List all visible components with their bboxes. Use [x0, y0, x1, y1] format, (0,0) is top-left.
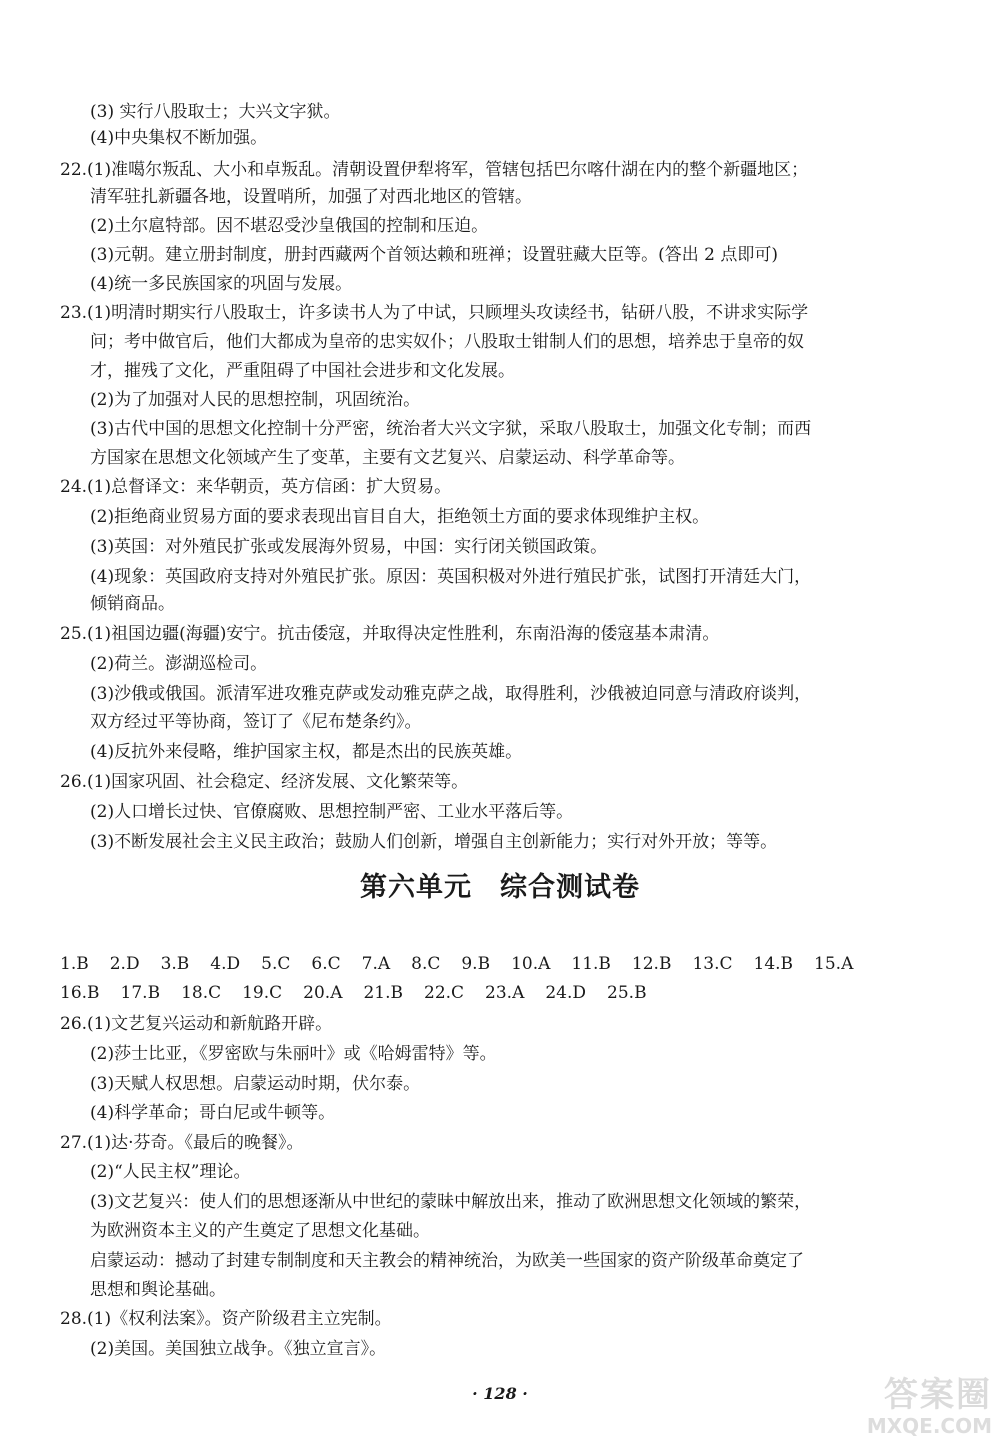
answer-line: (4)现象：英国政府支持对外殖民扩张。原因：英国积极对外进行殖民扩张，试图打开清廷大门，	[90, 567, 812, 587]
mc-answer: 8.C	[411, 954, 441, 974]
answer-line: 为欧洲资本主义的产生奠定了思想文化基础。	[90, 1221, 430, 1241]
answer-line: 问；考中做官后，他们大都成为皇帝的忠实奴仆；八股取士钳制人们的思想，培养忠于皇帝的奴	[90, 332, 804, 352]
answer-line: (3)沙俄或俄国。派清军进攻雅克萨或发动雅克萨之战，取得胜利，沙俄被迫同意与清政府谈判，	[90, 684, 812, 704]
answer-line: 25.(1)祖国边疆(海疆)安宁。抗击倭寇，并取得决定性胜利，东南沿海的倭寇基本肃清。	[60, 624, 720, 644]
answer-line: 23.(1)明清时期实行八股取士，许多读书人为了中试，只顾埋头攻读经书，钻研八股，不讲求实际学	[60, 303, 809, 323]
mc-answer: 5.C	[261, 954, 291, 974]
answer-line: (3)不断发展社会主义民主政治；鼓励人们创新，增强自主创新能力；实行对外开放；等等。	[90, 832, 778, 852]
mc-answer: 19.C	[242, 983, 283, 1003]
mc-answer: 2.D	[109, 954, 140, 974]
mc-answer: 25.B	[607, 983, 647, 1003]
answer-line: (4)反抗外来侵略，维护国家主权，都是杰出的民族英雄。	[90, 742, 523, 762]
answer-line: 28.(1)《权利法案》。资产阶级君主立宪制。	[60, 1309, 392, 1329]
answer-line: (2)为了加强对人民的思想控制，巩固统治。	[90, 390, 421, 410]
section-title: 第六单元 综合测试卷	[360, 872, 640, 903]
answer-line: (2)土尔扈特部。因不堪忍受沙皇俄国的控制和压迫。	[90, 216, 489, 236]
mc-answer: 17.B	[120, 983, 161, 1003]
answer-line: 才，摧残了文化，严重阻碍了中国社会进步和文化发展。	[90, 361, 515, 381]
answer-line: (2)人口增长过快、官僚腐败、思想控制严密、工业水平落后等。	[90, 802, 574, 822]
answer-line: 27.(1)达·芬奇。《最后的晚餐》。	[60, 1133, 304, 1153]
answer-line: (3)文艺复兴：使人们的思想逐渐从中世纪的蒙昧中解放出来，推动了欧洲思想文化领域的繁荣，	[90, 1192, 812, 1212]
mc-answer: 15.A	[814, 954, 854, 974]
answer-line: (2)拒绝商业贸易方面的要求表现出盲目自大，拒绝领土方面的要求体现维护主权。	[90, 507, 710, 527]
mc-answer: 4.D	[210, 954, 241, 974]
mc-answer: 23.A	[485, 983, 525, 1003]
answer-line: (2)美国。美国独立战争。《独立宣言》。	[90, 1339, 387, 1359]
mc-answer: 21.B	[363, 983, 403, 1003]
mc-answers-row-2	[60, 981, 668, 1005]
answer-line: (3)英国：对外殖民扩张或发展海外贸易，中国：实行闭关锁国政策。	[90, 537, 608, 557]
answer-line: 24.(1)总督译文：来华朝贡，英方信函：扩大贸易。	[60, 477, 452, 497]
mc-answer: 3.B	[160, 954, 190, 974]
mc-answer: 14.B	[753, 954, 794, 974]
mc-answer: 16.B	[60, 983, 100, 1003]
mc-answer: 11.B	[571, 954, 611, 974]
mc-answer: 13.C	[692, 954, 733, 974]
watermark-url: MXQE.COM	[866, 1414, 992, 1438]
watermark-title: 答案圈	[884, 1375, 992, 1415]
mc-answer: 1.B	[60, 954, 89, 974]
mc-answer: 24.D	[545, 983, 587, 1003]
mc-answer: 18.C	[181, 983, 222, 1003]
answer-line: 22.(1)准噶尔叛乱、大小和卓叛乱。清朝设置伊犁将军，管辖包括巴尔喀什湖在内的整个新疆地区；	[60, 160, 809, 180]
answer-line: 26.(1)国家巩固、社会稳定、经济发展、文化繁荣等。	[60, 772, 469, 792]
answer-line: 方国家在思想文化领域产生了变革，主要有文艺复兴、启蒙运动、科学革命等。	[90, 448, 685, 468]
mc-answer: 20.A	[303, 983, 343, 1003]
mc-answer: 10.A	[511, 954, 551, 974]
answer-line: (2)莎士比亚，《罗密欧与朱丽叶》或《哈姆雷特》等。	[90, 1044, 497, 1064]
answer-line: 26.(1)文艺复兴运动和新航路开辟。	[60, 1014, 333, 1034]
answer-line: (2)荷兰。澎湖巡检司。	[90, 654, 268, 674]
answer-line: 双方经过平等协商，签订了《尼布楚条约》。	[90, 712, 422, 732]
page-number: · 128 ·	[472, 1384, 528, 1403]
mc-answer: 22.C	[424, 983, 465, 1003]
answer-line: (3)元朝。建立册封制度，册封西藏两个首领达赖和班禅；设置驻藏大臣等。(答出 2 点即可)	[90, 245, 778, 265]
answer-line: (4)科学革命；哥白尼或牛顿等。	[90, 1103, 336, 1123]
answer-line: (2)“人民主权”理论。	[90, 1162, 251, 1182]
answer-line: 启蒙运动：撼动了封建专制制度和天主教会的精神统治，为欧美一些国家的资产阶级革命奠定了	[90, 1251, 804, 1271]
answer-line: (3)古代中国的思想文化控制十分严密，统治者大兴文字狱，采取八股取士，加强文化专制；而西	[90, 419, 812, 439]
mc-answer: 12.B	[631, 954, 672, 974]
answer-line: 清军驻扎新疆各地，设置哨所，加强了对西北地区的管辖。	[90, 187, 532, 207]
answer-line: 思想和舆论基础。	[90, 1280, 226, 1300]
mc-answer: 9.B	[461, 954, 491, 974]
answer-line: (4)中央集权不断加强。	[90, 128, 268, 148]
answer-line: 倾销商品。	[90, 594, 175, 614]
mc-answer: 7.A	[361, 954, 391, 974]
mc-answer: 6.C	[311, 954, 341, 974]
mc-answers-row-1	[60, 952, 874, 976]
answer-line: (3)天赋人权思想。启蒙运动时期，伏尔泰。	[90, 1074, 421, 1094]
watermark-logo	[842, 1375, 992, 1445]
answer-line: (3) 实行八股取士；大兴文字狱。	[90, 102, 341, 122]
answer-line: (4)统一多民族国家的巩固与发展。	[90, 274, 353, 294]
